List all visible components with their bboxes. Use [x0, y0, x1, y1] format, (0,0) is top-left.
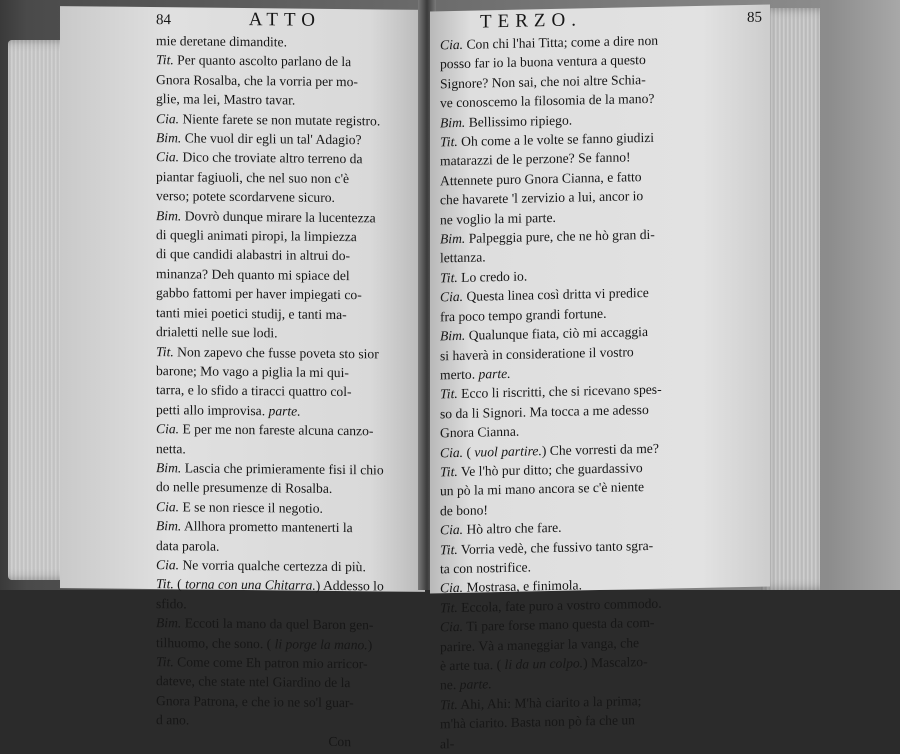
line-text: do nelle presumenze di Rosalba.	[156, 479, 333, 497]
line-text: Ecco li riscritti, che si ricevano spes-	[461, 382, 662, 402]
line-text: posso far io la buona ventura a questo	[440, 52, 646, 72]
text-line	[156, 128, 411, 150]
line-text: glie, ma lei, Mastro tavar.	[156, 91, 296, 108]
speaker-label: Cia.	[440, 522, 464, 538]
text-line	[156, 400, 411, 422]
line-text: un pò la mi mano ancora se c'è niente	[440, 479, 645, 499]
stage-direction: torna con una Chitarra.	[185, 576, 316, 594]
text-line	[156, 536, 411, 558]
line-text: Gnora Rosalba, che la vorria per mo-	[156, 71, 358, 90]
text-line	[156, 361, 411, 383]
text-line	[156, 380, 411, 402]
line-text: Palpeggia pure, che ne hò gran di-	[468, 226, 655, 246]
speaker-label: Bim.	[440, 230, 466, 247]
text-line	[156, 342, 411, 364]
text-line	[156, 477, 411, 499]
line-text: E se non riesce il negotio.	[182, 499, 323, 516]
speaker-label: Bim.	[156, 518, 182, 534]
line-text: è arte tua. (	[440, 657, 502, 674]
text-line	[156, 206, 411, 228]
line-text: ne.	[440, 677, 457, 693]
speaker-label: Tit.	[440, 599, 458, 616]
line-text: piantar fagiuoli, che nel suo non c'è	[156, 168, 350, 186]
line-text: minanza? Deh quanto mi spiace del	[156, 265, 350, 283]
left-page-number: 84	[156, 12, 171, 29]
text-line	[156, 283, 411, 305]
speaker-label: Cia.	[440, 619, 464, 635]
speaker-label: Bim.	[440, 327, 466, 344]
stage-direction: vuol partire.	[474, 442, 542, 460]
text-line	[156, 439, 411, 461]
line-text: E per me non fareste alcuna canzo-	[182, 421, 374, 439]
text-line	[156, 555, 411, 577]
line-text-after: ) Che vorresti da me?	[541, 440, 659, 458]
line-text: Vorria vedè, che fussivo tanto sgra-	[460, 537, 654, 557]
speaker-label: Bim.	[156, 207, 182, 224]
text-line	[156, 613, 411, 635]
line-text: ta con nostrifice.	[440, 559, 531, 577]
line-text: Niente farete se non mutate registro.	[182, 110, 381, 129]
line-text: Come come Eh patron mio arricor-	[177, 654, 368, 672]
line-text: fra poco tempo grandi fortune.	[440, 305, 607, 325]
stage-direction: li da un colpo.	[504, 655, 584, 672]
speaker-label: Tit.	[156, 343, 174, 359]
speaker-label: Tit.	[440, 269, 458, 286]
right-page-number: 85	[747, 9, 762, 26]
line-text: lettanza.	[440, 249, 486, 266]
speaker-label: Tit.	[156, 576, 174, 592]
speaker-label: Cia.	[156, 498, 180, 515]
speaker-label: Tit.	[440, 134, 458, 150]
left-page	[60, 6, 425, 749]
text-line	[156, 633, 411, 655]
speaker-label: Tit.	[440, 463, 458, 480]
text-line	[156, 51, 411, 73]
text-line	[156, 419, 411, 441]
line-text: Gnora Patrona, e che io ne so'l guar-	[156, 692, 354, 710]
line-text: petti allo improvisa.	[156, 401, 266, 418]
speaker-label: Cia.	[156, 149, 180, 165]
speaker-label: Cia.	[156, 110, 180, 126]
speaker-label: Tit.	[156, 52, 174, 68]
line-text: di que candidi alabastri in altrui do-	[156, 246, 351, 264]
line-text: Eccola, fate puro a vostro commodo.	[461, 595, 662, 615]
line-text: Non zapevo che fusse poveta sto sior	[177, 343, 379, 361]
line-text: Con chi l'hai Titta; come a dire non	[466, 32, 659, 52]
line-text: si haverà in consideratione il vostro	[440, 343, 634, 363]
text-line	[156, 303, 411, 325]
text-line	[156, 167, 411, 189]
line-text: tanti miei poetici studij, e tanti ma-	[156, 304, 347, 322]
speaker-label: Tit.	[440, 541, 458, 557]
line-text: barone; Mo vago a piglia la mi qui-	[156, 363, 349, 381]
text-line	[156, 594, 411, 616]
line-text: Attennete puro Gnora Cianna, e fatto	[440, 168, 642, 189]
line-text: che havarete 'l zervizio a lui, ancor io	[440, 188, 644, 208]
line-text: so da li Signori. Ma tocca a me adesso	[440, 401, 649, 422]
speaker-label: Cia.	[440, 444, 464, 460]
text-line	[156, 710, 411, 732]
speaker-label: Bim.	[156, 460, 182, 476]
line-text: ve conoscemo la filosomia de la mano?	[440, 91, 655, 111]
text-line	[156, 70, 411, 92]
line-text: m'hà ciarito. Basta non pò fa che un	[440, 712, 635, 732]
right-running-head: TERZO.	[480, 9, 582, 33]
line-text: dateve, che state ntel Giardino de la	[156, 673, 351, 691]
line-text: Gnora Cianna.	[440, 423, 520, 441]
text-line	[156, 691, 411, 713]
line-text: Signore? Non sai, che noi altre Schia-	[440, 71, 646, 92]
line-text: Dico che troviate altro terreno da	[182, 149, 363, 167]
line-text: Per quanto ascolto parlano de la	[177, 52, 352, 70]
text-line	[156, 672, 411, 694]
text-line	[156, 89, 411, 111]
line-text-after: ) Mascalzo-	[583, 654, 648, 671]
text-line	[156, 652, 411, 674]
line-text: Oh come a le volte se fanno giudizi	[461, 129, 655, 149]
line-text: matarazzi de le perzone? Se fanno!	[440, 149, 631, 169]
line-text: verso; potete scordarvene sicuro.	[156, 188, 335, 206]
left-page-header	[156, 7, 411, 34]
line-text: gabbo fattomi per haver impiegati co-	[156, 285, 362, 303]
line-text: ne voglio la mi parte.	[440, 209, 556, 228]
right-page-text	[440, 29, 762, 754]
text-line	[156, 186, 411, 208]
line-text-after: )	[367, 636, 373, 652]
stage-direction: li porge la mano.	[274, 635, 368, 652]
left-running-head: ATTO	[248, 9, 321, 31]
speaker-label: Tit.	[156, 654, 174, 670]
line-text: Ti pare forse mano questa da com-	[466, 615, 655, 634]
line-text: tarra, e lo sfido a tiracci quattro col-	[156, 382, 352, 400]
line-text: sfido.	[156, 595, 187, 612]
text-line	[156, 574, 411, 596]
line-text: di quegli animati piropi, la limpiezza	[156, 227, 357, 245]
line-text: Ve l'hò pur ditto; che guardassivo	[460, 460, 643, 479]
left-catchword: Con	[328, 733, 351, 749]
line-text: data parola.	[156, 537, 220, 554]
text-line	[156, 516, 411, 538]
stage-direction: parte.	[478, 365, 511, 382]
line-text: Che vuol dir egli un tal' Adagio?	[184, 130, 362, 148]
line-text: mie deretane dimandite.	[156, 33, 287, 50]
line-text: Ahi, Ahi: M'hà ciarito a la prima;	[460, 692, 642, 712]
speaker-label: Tit.	[440, 386, 458, 402]
line-text: tilhuomo, che sono. (	[156, 634, 272, 651]
text-line	[156, 497, 411, 519]
speaker-label: Cia.	[156, 557, 180, 573]
line-text: Allhora prometto mantenerti la	[183, 518, 353, 536]
line-text: netta.	[156, 440, 186, 456]
text-line	[156, 31, 411, 53]
line-text: al-	[440, 735, 455, 751]
speaker-label: Bim.	[156, 615, 182, 631]
line-text: Mostrasa, e finimola.	[466, 577, 582, 596]
text-line	[156, 264, 411, 286]
stage-direction: parte.	[268, 402, 301, 419]
speaker-label: Cia.	[440, 580, 464, 596]
line-text: merto.	[440, 366, 476, 383]
left-page-text	[156, 31, 411, 732]
speaker-label: Bim.	[156, 130, 182, 146]
text-line	[156, 109, 411, 131]
line-text: de bono!	[440, 502, 488, 519]
line-text: Lo credo io.	[461, 268, 528, 285]
text-line	[156, 148, 411, 170]
stage-direction: parte.	[459, 676, 492, 693]
speaker-label: Cia.	[156, 421, 180, 437]
line-text-after: ) Addesso lo	[315, 578, 384, 594]
line-text: Qualunque fiata, ciò mi accaggia	[468, 324, 648, 343]
line-text: Lascia che primieramente fisi il chio	[184, 460, 384, 478]
text-line	[156, 225, 411, 247]
line-text: d ano.	[156, 712, 190, 728]
speaker-label: Cia.	[440, 36, 464, 53]
speaker-label: Tit.	[440, 696, 458, 713]
right-page	[430, 4, 770, 751]
line-text: Hò altro che fare.	[466, 519, 562, 537]
line-text: Dovrò dunque mirare la lucentezza	[184, 208, 376, 226]
line-text: drialetti nelle sue lodi.	[156, 324, 278, 341]
line-text: parire. Và a maneggiar la vanga, che	[440, 634, 640, 654]
line-text: Bellissimo ripiego.	[468, 112, 573, 130]
text-line	[156, 322, 411, 344]
line-text: (	[177, 576, 182, 592]
line-text: Ne vorria qualche certezza di più.	[182, 557, 366, 575]
line-text: (	[466, 444, 471, 460]
text-line	[156, 245, 411, 267]
line-text: Questa linea così dritta vi predice	[466, 285, 649, 305]
text-line	[156, 458, 411, 480]
speaker-label: Bim.	[440, 114, 466, 130]
speaker-label: Cia.	[440, 289, 464, 305]
line-text: Eccoti la mano da quel Baron gen-	[184, 615, 374, 633]
